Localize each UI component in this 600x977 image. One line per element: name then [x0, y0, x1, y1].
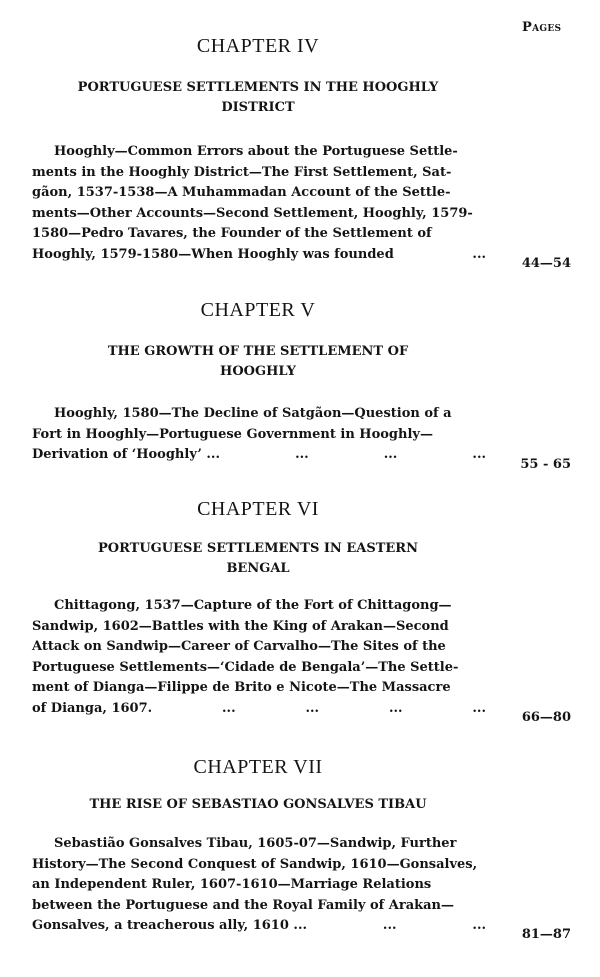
chapter-subtitle: HOOGHLY	[220, 364, 296, 379]
chapter-iv-heading	[0, 34, 516, 118]
summary-line: Hooghly—Common Errors about the Portuguese Settle-	[54, 144, 458, 159]
page-range: 55 - 65	[520, 457, 571, 472]
leader-dots: ...	[388, 700, 403, 716]
summary-line: Fort in Hooghly—Portuguese Government in Hooghly—	[32, 426, 433, 442]
chapter-iv-summary	[32, 142, 486, 265]
leader-dots: ...	[305, 700, 320, 716]
leader-dots: ...	[472, 447, 486, 462]
chapter-subtitle: DISTRICT	[221, 100, 295, 115]
summary-line: ments—Other Accounts—Second Settlement, Hooghly, 1579-	[32, 205, 473, 221]
summary-text: of Dianga, 1607.	[32, 700, 153, 716]
chapter-title: CHAPTER VII	[193, 756, 323, 778]
summary-last-line	[32, 245, 486, 266]
summary-last-line	[32, 699, 486, 720]
chapter-title: CHAPTER VI	[197, 498, 319, 520]
page-range: 81—87	[521, 927, 571, 942]
leader-dots: ...	[472, 246, 486, 262]
page-range: 66—80	[521, 710, 571, 725]
summary-last-line	[32, 916, 486, 937]
summary-line: Hooghly, 1580—The Decline of Satgãon—Question of a	[54, 406, 452, 421]
leader-dots: ...	[383, 447, 398, 462]
summary-text: Derivation of ‘Hooghly’ ...	[32, 447, 220, 462]
chapter-vi-heading	[0, 497, 516, 579]
leader-dots: ...	[472, 918, 486, 933]
summary-line: Sebastião Gonsalves Tibau, 1605-07—Sandwip, Further	[54, 836, 457, 851]
chapter-subtitle: THE GROWTH OF THE SETTLEMENT OF	[107, 344, 409, 359]
summary-line: History—The Second Conquest of Sandwip, 1610—Gonsalves,	[32, 856, 478, 872]
chapter-subtitle: BENGAL	[226, 561, 290, 576]
leader-dots: ...	[295, 447, 309, 462]
summary-line: Chittagong, 1537—Capture of the Fort of Chittagong—	[54, 598, 452, 613]
leader-dots: ...	[382, 918, 397, 933]
summary-line: an Independent Ruler, 1607-1610—Marriage Relations	[32, 877, 432, 892]
summary-last-line	[32, 445, 486, 466]
chapter-vi-summary	[32, 596, 486, 719]
chapter-vii-heading	[0, 755, 516, 815]
chapter-vii-summary	[32, 834, 486, 937]
chapter-subtitle: PORTUGUESE SETTLEMENTS IN THE HOOGHLY	[77, 80, 439, 95]
leader-dots: ...	[222, 700, 236, 716]
chapter-subtitle: PORTUGUESE SETTLEMENTS IN EASTERN	[98, 541, 418, 556]
summary-line: ments in the Hooghly District—The First Settlement, Sat-	[32, 164, 452, 180]
chapter-title: CHAPTER IV	[196, 35, 320, 57]
chapter-title: CHAPTER V	[200, 299, 316, 321]
pages-column-label: Pages	[522, 20, 562, 35]
summary-line: Sandwip, 1602—Battles with the King of Arakan—Second	[32, 618, 449, 634]
leader-dots: ...	[472, 700, 486, 716]
summary-line: gãon, 1537-1538—A Muhammadan Account of the Settle-	[32, 185, 451, 200]
summary-line: ment of Dianga—Filippe de Brito e Nicote—The Massacre	[32, 680, 451, 695]
summary-line: Attack on Sandwip—Career of Carvalho—The Sites of the	[32, 639, 446, 654]
chapter-subtitle: THE RISE OF SEBASTIAO GONSALVES TIBAU	[89, 797, 427, 812]
page-range: 44—54	[521, 256, 571, 271]
summary-line: between the Portuguese and the Royal Family of Arakan—	[32, 897, 455, 913]
summary-line: Portuguese Settlements—‘Cidade de Bengala’—The Settle-	[32, 659, 459, 675]
chapter-v-heading	[0, 298, 516, 382]
chapter-v-summary	[32, 404, 486, 466]
summary-text: Hooghly, 1579-1580—When Hooghly was founded	[32, 246, 394, 262]
summary-line: 1580—Pedro Tavares, the Founder of the Settlement of	[32, 226, 432, 241]
summary-text: Gonsalves, a treacherous ally, 1610 ...	[32, 918, 307, 933]
